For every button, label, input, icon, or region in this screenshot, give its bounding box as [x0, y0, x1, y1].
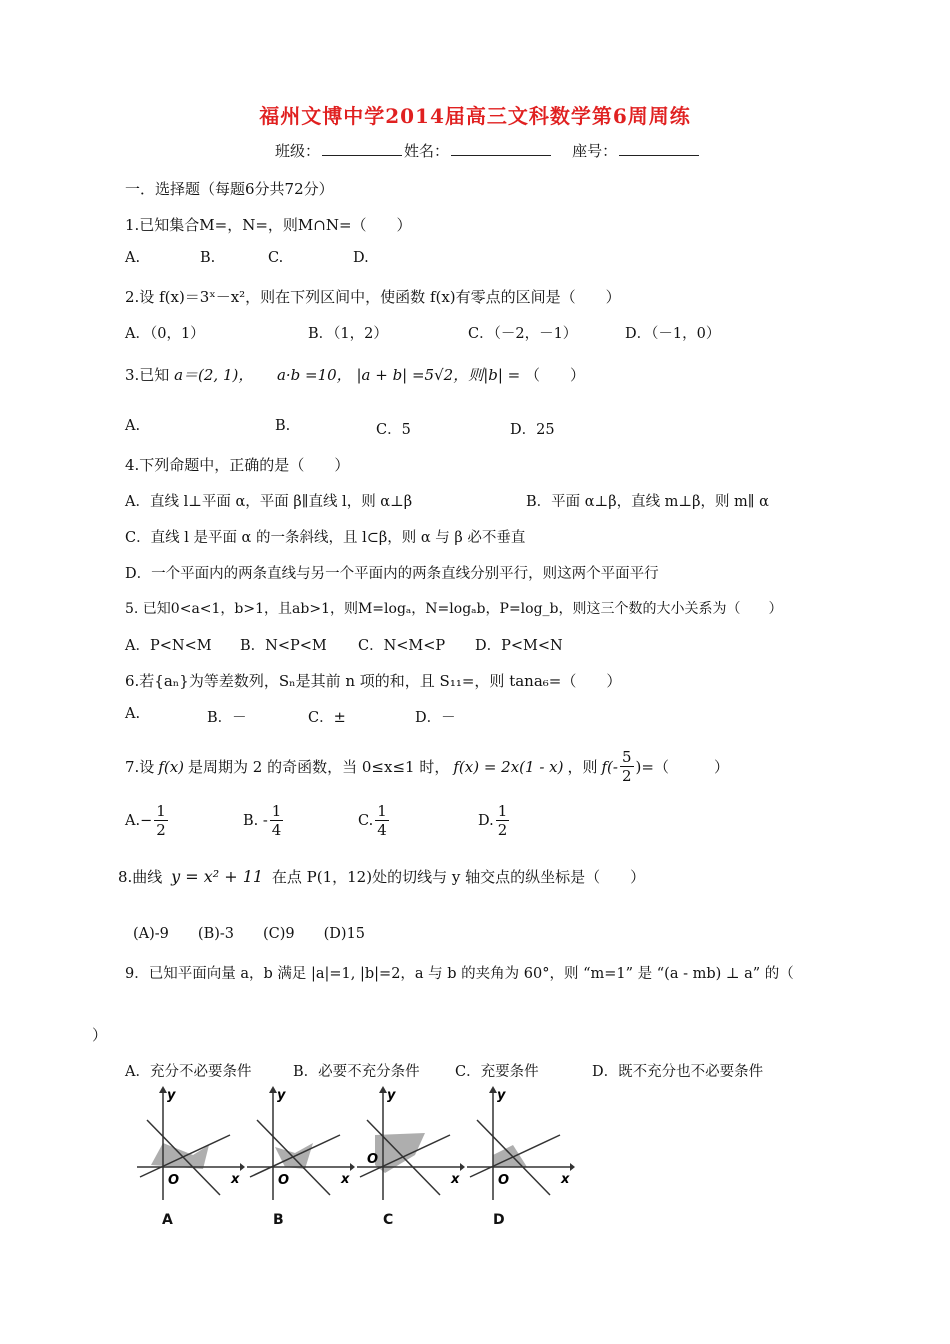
svg-text:y: y	[277, 1088, 286, 1103]
q4-option-d: D．一个平面内的两条直线与另一个平面内的两条直线分别平行，则这两个平面平行	[125, 566, 659, 582]
q7-mid: 是周期为 2 的奇函数，当 0≤x≤1 时，	[188, 758, 450, 776]
q7-a-den: 2	[156, 821, 166, 839]
q4-option-a: A．直线 l⊥平面 α，平面 β∥直线 l，则 α⊥β	[125, 494, 413, 510]
q9-tail: ）	[92, 1026, 108, 1044]
svg-text:x: x	[341, 1172, 350, 1187]
q7-ask-pre: f(-	[601, 757, 618, 776]
q1-option-a: A.	[125, 250, 141, 266]
graph-d-label: D	[493, 1212, 505, 1228]
q7-c-prefix: C.	[358, 812, 374, 829]
q7-ask-fraction	[620, 748, 634, 785]
q6-option-b: B．－	[207, 710, 247, 726]
section-heading: 一．选择题（每题6分共72分）	[125, 180, 334, 198]
q3-paren: （ ）	[525, 366, 586, 384]
q7-then: ，则	[567, 758, 598, 776]
svg-text:y: y	[497, 1088, 506, 1103]
q7-option-b	[243, 802, 285, 839]
q1-option-d: D.	[353, 250, 369, 266]
q7-b-den: 4	[271, 821, 282, 839]
q2-option-b: B．（1，2）	[308, 326, 388, 342]
origin-label: O	[168, 1173, 180, 1188]
graph-b	[245, 1085, 355, 1205]
q7-option-d	[478, 802, 511, 839]
question-8	[118, 866, 645, 887]
svg-text:O: O	[498, 1173, 510, 1188]
question-2: 2.设 f(x)＝3ˣ－x²，则在下列区间中，使函数 f(x)有零点的区间是（ ）	[125, 288, 621, 306]
q3-prefix: 3.已知	[125, 366, 170, 384]
q4-option-c: C．直线 l 是平面 α 的一条斜线，且 l⊂β，则 α 与 β 必不垂直	[125, 530, 526, 546]
q6-option-a: A.	[125, 706, 141, 722]
student-info-row	[275, 140, 701, 161]
seat-blank[interactable]	[619, 141, 699, 156]
q7-ask-post: )=（ ）	[635, 758, 729, 776]
class-label: 班级：	[275, 142, 321, 160]
svg-text:x: x	[561, 1172, 570, 1187]
svg-text:y: y	[387, 1088, 396, 1103]
q1-option-c: C.	[268, 250, 284, 266]
axis-x-label: x	[231, 1172, 240, 1187]
question-7	[125, 748, 729, 785]
question-9: 9．已知平面向量 a，b 满足 |a|=1, |b|=2，a 与 b 的夹角为 60°，则 “m=1” 是 “(a - mb) ⊥ a” 的（	[125, 966, 794, 982]
q8-options: (A)-9 (B)-3 (C)9 (D)15	[133, 926, 366, 942]
graph-d	[465, 1085, 575, 1205]
region-graphs	[120, 1085, 580, 1230]
q7-a-num: 1	[156, 802, 166, 820]
graph-b-label: B	[273, 1212, 284, 1228]
graph-c-label: C	[383, 1212, 394, 1228]
q3-sum-magnitude: |a + b| =5√2，则|b| =	[356, 366, 521, 384]
name-blank[interactable]	[451, 141, 551, 156]
q7-d-num: 1	[497, 802, 508, 820]
svg-text:x: x	[451, 1172, 460, 1187]
q7-b-num: 1	[271, 802, 282, 820]
q7-prefix: 7.设	[125, 758, 155, 776]
axis-y-label: y	[167, 1088, 176, 1103]
graph-a-label: A	[162, 1212, 173, 1228]
q7-d-den: 2	[497, 821, 508, 839]
svg-text:O: O	[367, 1152, 379, 1167]
q7-option-c	[358, 802, 391, 839]
q1-option-b: B.	[200, 250, 216, 266]
question-6: 6.若{aₙ}为等差数列，Sₙ是其前 n 项的和，且 S₁₁=，则 tana₆=（ ）	[125, 672, 622, 690]
q3-dot-product: a·b =10，	[276, 366, 352, 384]
q7-option-a	[125, 802, 170, 839]
q2-option-d: D．（－1，0）	[625, 326, 721, 342]
q7-b-prefix: B. -	[243, 812, 268, 829]
q3-vector-a: a＝(2, 1)，	[174, 366, 254, 384]
q2-option-c: C．（－2，－1）	[468, 326, 578, 342]
page-title: 福州文博中学2014届高三文科数学第6周周练	[259, 104, 691, 128]
q3-option-c: C．5	[376, 422, 411, 438]
graph-c	[355, 1085, 465, 1205]
question-5: 5. 已知0<a<1，b>1，且ab>1，则M=logₐ，N=logₐb，P=log_b，则这三个数的大小关系为（ ）	[125, 601, 783, 617]
q3-option-d: D．25	[510, 422, 555, 438]
q3-option-a: A.	[125, 418, 141, 434]
q3-option-b: B.	[275, 418, 291, 434]
q4-option-b: B．平面 α⊥β，直线 m⊥β，则 m∥ α	[526, 494, 769, 510]
q7-ask-num: 5	[621, 748, 632, 766]
graph-a-region	[151, 1143, 209, 1169]
q9-option-b: B．必要不充分条件	[293, 1064, 420, 1080]
q6-option-d: D．－	[415, 710, 456, 726]
graph-a	[135, 1085, 245, 1205]
svg-text:O: O	[278, 1173, 290, 1188]
q5-option-d: D．P<M<N	[475, 638, 563, 654]
q9-option-c: C．充要条件	[455, 1064, 539, 1080]
q7-c-num: 1	[377, 802, 387, 820]
q8-stem: 在点 P(1，12)处的切线与 y 轴交点的纵坐标是（ ）	[271, 868, 646, 886]
line-2	[140, 1135, 230, 1177]
q7-a-prefix: A.−	[125, 812, 153, 829]
q7-ask-den: 2	[621, 767, 632, 785]
q7-definition: f(x) = 2x(1 - x)	[453, 757, 564, 776]
q7-c-den: 4	[377, 821, 387, 839]
seat-label: 座号：	[572, 142, 618, 160]
question-4: 4.下列命题中，正确的是（ ）	[125, 456, 350, 474]
q8-prefix: 8.曲线	[118, 868, 163, 886]
class-blank[interactable]	[322, 141, 402, 156]
question-1: 1.已知集合M=，N=，则M∩N=（ ）	[125, 216, 412, 234]
q9-option-d: D．既不充分也不必要条件	[592, 1064, 764, 1080]
q8-equation: y = x² + 11	[171, 867, 264, 886]
name-label: 姓名：	[404, 142, 450, 160]
q5-option-b: B．N<P<M	[240, 638, 327, 654]
q5-option-c: C．N<M<P	[358, 638, 446, 654]
question-3	[125, 364, 585, 385]
q9-option-a: A．充分不必要条件	[125, 1064, 252, 1080]
q5-option-a: A．P<N<M	[125, 638, 212, 654]
q7-d-prefix: D.	[478, 812, 494, 829]
q6-option-c: C．±	[308, 710, 346, 726]
q2-option-a: A．（0，1）	[125, 326, 205, 342]
q7-fx: f(x)	[158, 757, 185, 776]
